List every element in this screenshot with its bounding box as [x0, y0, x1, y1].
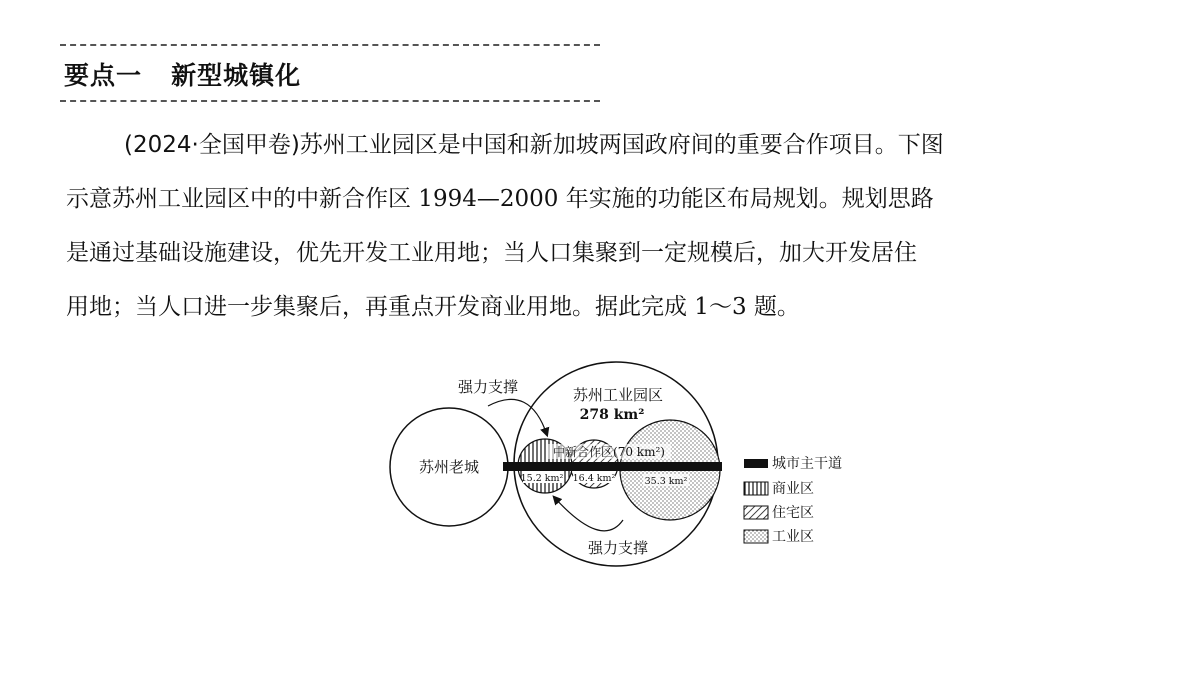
bottom-dashed-rule	[60, 100, 600, 102]
support-label-top: 强力支撑	[457, 378, 519, 396]
question-line-1: (2024·全国甲卷)苏州工业园区是中国和新加坡两国政府间的重要合作项目。下图	[124, 132, 944, 158]
section-heading	[64, 56, 301, 92]
heading-number: 要点一	[64, 61, 143, 90]
residential-area-label: 16.4 km²	[572, 473, 616, 484]
question-line-4: 用地；当人口进一步集聚后，再重点开发商业用地。据此完成 1～3 题。	[66, 294, 800, 320]
legend-road-swatch	[744, 459, 768, 468]
question-source: (2024·全国甲卷)	[124, 132, 300, 158]
question-line-2: 示意苏州工业园区中的中新合作区 1994—2000 年实施的功能区布局规划。规划思路	[66, 186, 934, 212]
old-city-label: 苏州老城	[418, 458, 480, 476]
park-area-label: 278 km²	[579, 407, 645, 423]
main-road	[503, 462, 722, 471]
question-text	[66, 118, 1136, 334]
legend-residential-swatch	[744, 506, 768, 519]
support-label-bottom: 强力支撑	[587, 539, 649, 557]
legend-industrial-swatch	[744, 530, 768, 543]
zoning-diagram	[380, 350, 880, 590]
top-dashed-rule	[60, 44, 600, 46]
legend-residential-label: 住宅区	[772, 505, 814, 521]
question-line-3: 是通过基础设施建设，优先开发工业用地；当人口集聚到一定规模后，加大开发居住	[66, 240, 917, 266]
heading-title: 新型城镇化	[171, 61, 302, 90]
commercial-area-label: 15.2 km²	[520, 473, 564, 484]
industrial-area-label: 35.3 km²	[644, 476, 688, 487]
legend-commercial-label: 商业区	[772, 481, 814, 497]
legend-industrial-label: 工业区	[772, 529, 814, 545]
park-name-label: 苏州工业园区	[572, 386, 664, 404]
coop-zone-label: 中新合作区(70 km²)	[553, 445, 665, 459]
legend-road-label: 城市主干道	[772, 456, 842, 472]
legend-commercial-swatch	[744, 482, 768, 495]
